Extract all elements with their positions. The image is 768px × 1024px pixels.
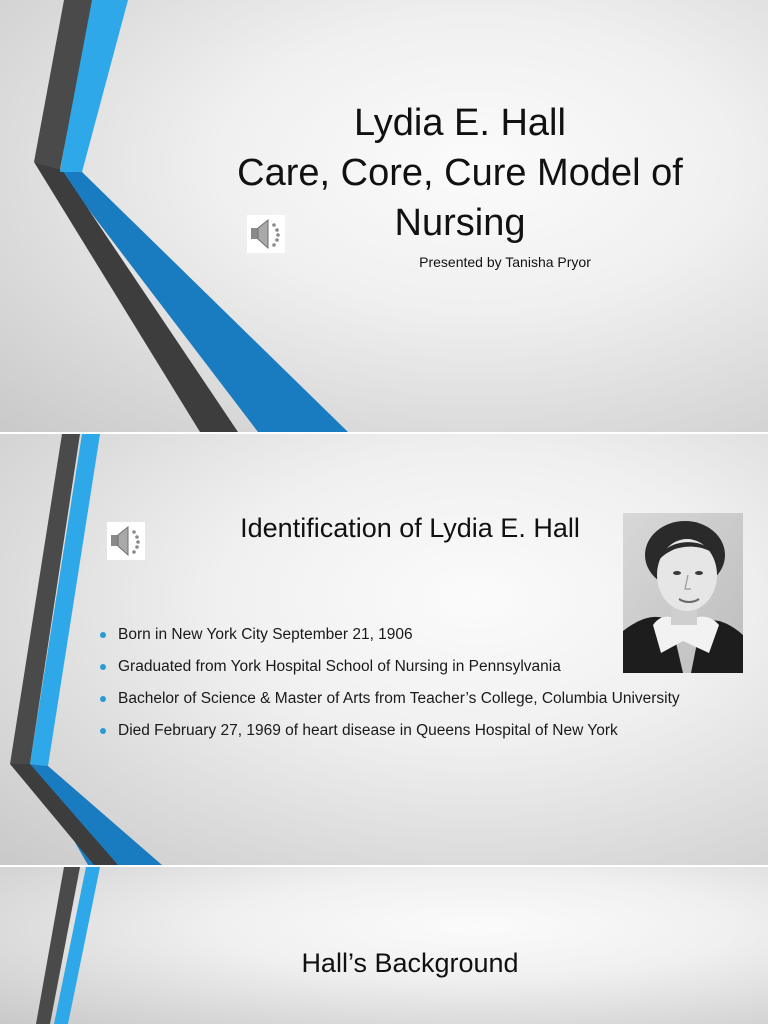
title-slide bbox=[0, 0, 768, 432]
speaker-icon[interactable] bbox=[107, 522, 145, 560]
slide-decoration bbox=[0, 867, 768, 1024]
slide-title: Identification of Lydia E. Hall bbox=[240, 513, 580, 543]
title-line: Nursing bbox=[394, 202, 526, 244]
background-slide bbox=[0, 867, 768, 1024]
title-line: Lydia E. Hall bbox=[354, 102, 566, 144]
bullet-list bbox=[100, 624, 740, 752]
speaker-icon[interactable] bbox=[247, 215, 285, 253]
bullet-item: Bachelor of Science & Master of Arts from Teacher’s College, Columbia University bbox=[100, 688, 740, 710]
title-line: Care, Core, Cure Model of bbox=[237, 152, 683, 194]
slide-subtitle: Presented by Tanisha Pryor bbox=[419, 254, 591, 270]
slide-title: Hall’s Background bbox=[301, 948, 519, 978]
bullet-item: Born in New York City September 21, 1906 bbox=[100, 624, 740, 646]
bullet-item: Graduated from York Hospital School of Nursing in Pennsylvania bbox=[100, 656, 740, 678]
bullet-item: Died February 27, 1969 of heart disease in Queens Hospital of New York bbox=[100, 720, 740, 742]
